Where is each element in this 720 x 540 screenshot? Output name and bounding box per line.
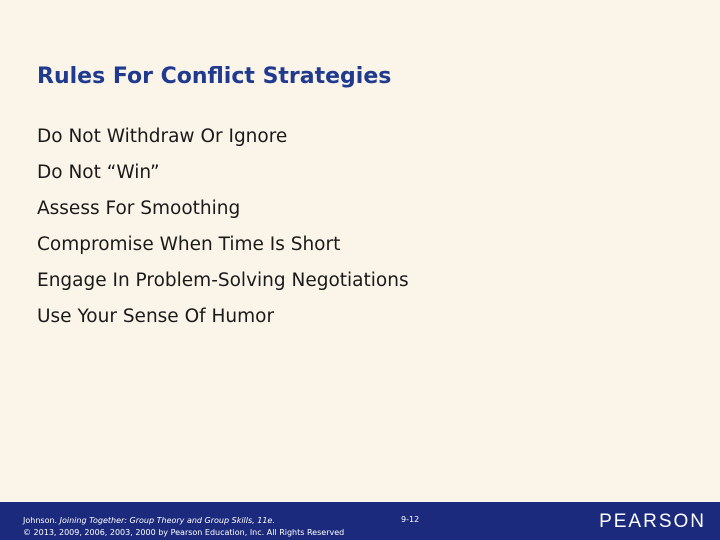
- bullet-item: Engage In Problem-Solving Negotiations: [37, 270, 409, 291]
- bullet-item: Do Not “Win”: [37, 162, 160, 183]
- footer-author: Johnson.: [23, 516, 58, 525]
- page-number: 9-12: [401, 515, 420, 524]
- bullet-list: [37, 124, 409, 340]
- bullet-item: Compromise When Time Is Short: [37, 234, 341, 255]
- footer-book-title: Joining Together: Group Theory and Group Skills, 11e.: [59, 516, 275, 525]
- footer-citation: [23, 515, 344, 539]
- bullet-item: Do Not Withdraw Or Ignore: [37, 126, 288, 147]
- slide-title: Rules For Conflict Strategies: [37, 64, 392, 89]
- bullet-item: Assess For Smoothing: [37, 198, 241, 219]
- bullet-item: Use Your Sense Of Humor: [37, 306, 275, 327]
- footer-copyright: © 2013, 2009, 2006, 2003, 2000 by Pearson Education, Inc. All Rights Reserved: [23, 528, 345, 537]
- footer-bar: [0, 502, 720, 540]
- footer-citation-line-1: [23, 515, 344, 527]
- pearson-logo: PEARSON: [599, 511, 706, 532]
